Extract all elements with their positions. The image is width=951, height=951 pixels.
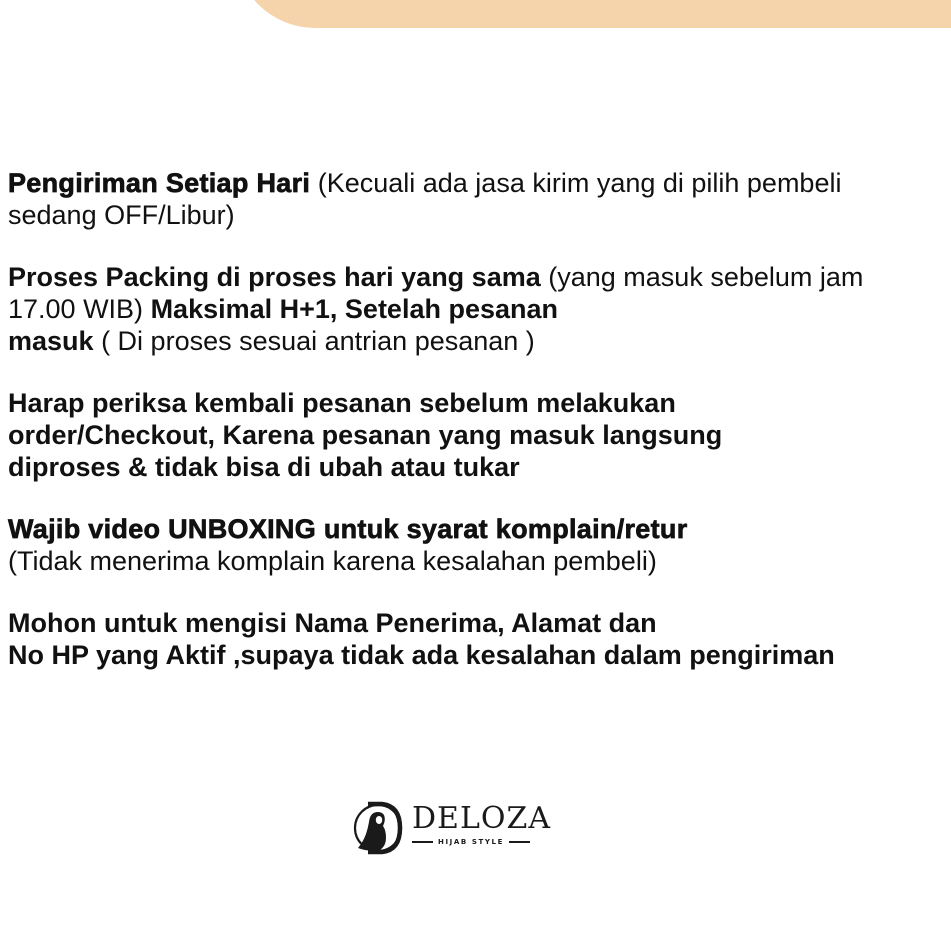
recipient-info-line-1: Mohon untuk mengisi Nama Penerima, Alamat dan bbox=[8, 608, 657, 638]
shipping-schedule-heading: Pengiriman Setiap Hari bbox=[8, 168, 311, 198]
check-order-line-3: diproses & tidak bisa di ubah atau tukar bbox=[8, 452, 520, 482]
packing-masuk-word: masuk bbox=[8, 326, 94, 356]
shipping-info-text bbox=[8, 167, 908, 701]
packing-process-paragraph bbox=[8, 261, 908, 357]
shipping-schedule-paragraph bbox=[8, 167, 908, 231]
check-order-paragraph bbox=[8, 387, 908, 483]
tagline-left-rule bbox=[412, 841, 433, 843]
unboxing-note: (Tidak menerima komplain karena kesalahan pembeli) bbox=[8, 546, 657, 576]
packing-queue-note: ( Di proses sesuai antrian pesanan ) bbox=[93, 326, 535, 356]
brand-tagline bbox=[412, 838, 530, 846]
top-decorative-banner bbox=[235, 0, 951, 28]
unboxing-requirement: Wajib video UNBOXING untuk syarat komplain/retur bbox=[8, 514, 688, 544]
recipient-info-line-2: No HP yang Aktif ,supaya tidak ada kesalahan dalam pengiriman bbox=[8, 640, 835, 670]
unboxing-paragraph bbox=[8, 513, 908, 577]
tagline-text: HIJAB STYLE bbox=[438, 838, 504, 846]
brand-name: DELOZA bbox=[412, 801, 551, 836]
recipient-info-paragraph bbox=[8, 607, 908, 671]
deloza-logo bbox=[352, 798, 551, 858]
packing-cutoff-note: (yang masuk sebelum jam 17.00 WIB) bbox=[8, 262, 864, 324]
shipping-schedule-note: (Kecuali ada jasa kirim yang di pilih pembeli sedang OFF/Libur) bbox=[8, 168, 842, 230]
check-order-line-2: order/Checkout, Karena pesanan yang masuk langsung bbox=[8, 420, 723, 450]
packing-max-time: Maksimal H+1, Setelah pesanan bbox=[150, 294, 559, 324]
hijab-woman-letter-d-icon bbox=[352, 798, 404, 858]
check-order-line-1: Harap periksa kembali pesanan sebelum melakukan bbox=[8, 388, 676, 418]
tagline-right-rule bbox=[509, 841, 530, 843]
packing-process-heading: Proses Packing di proses hari yang sama bbox=[8, 262, 541, 292]
